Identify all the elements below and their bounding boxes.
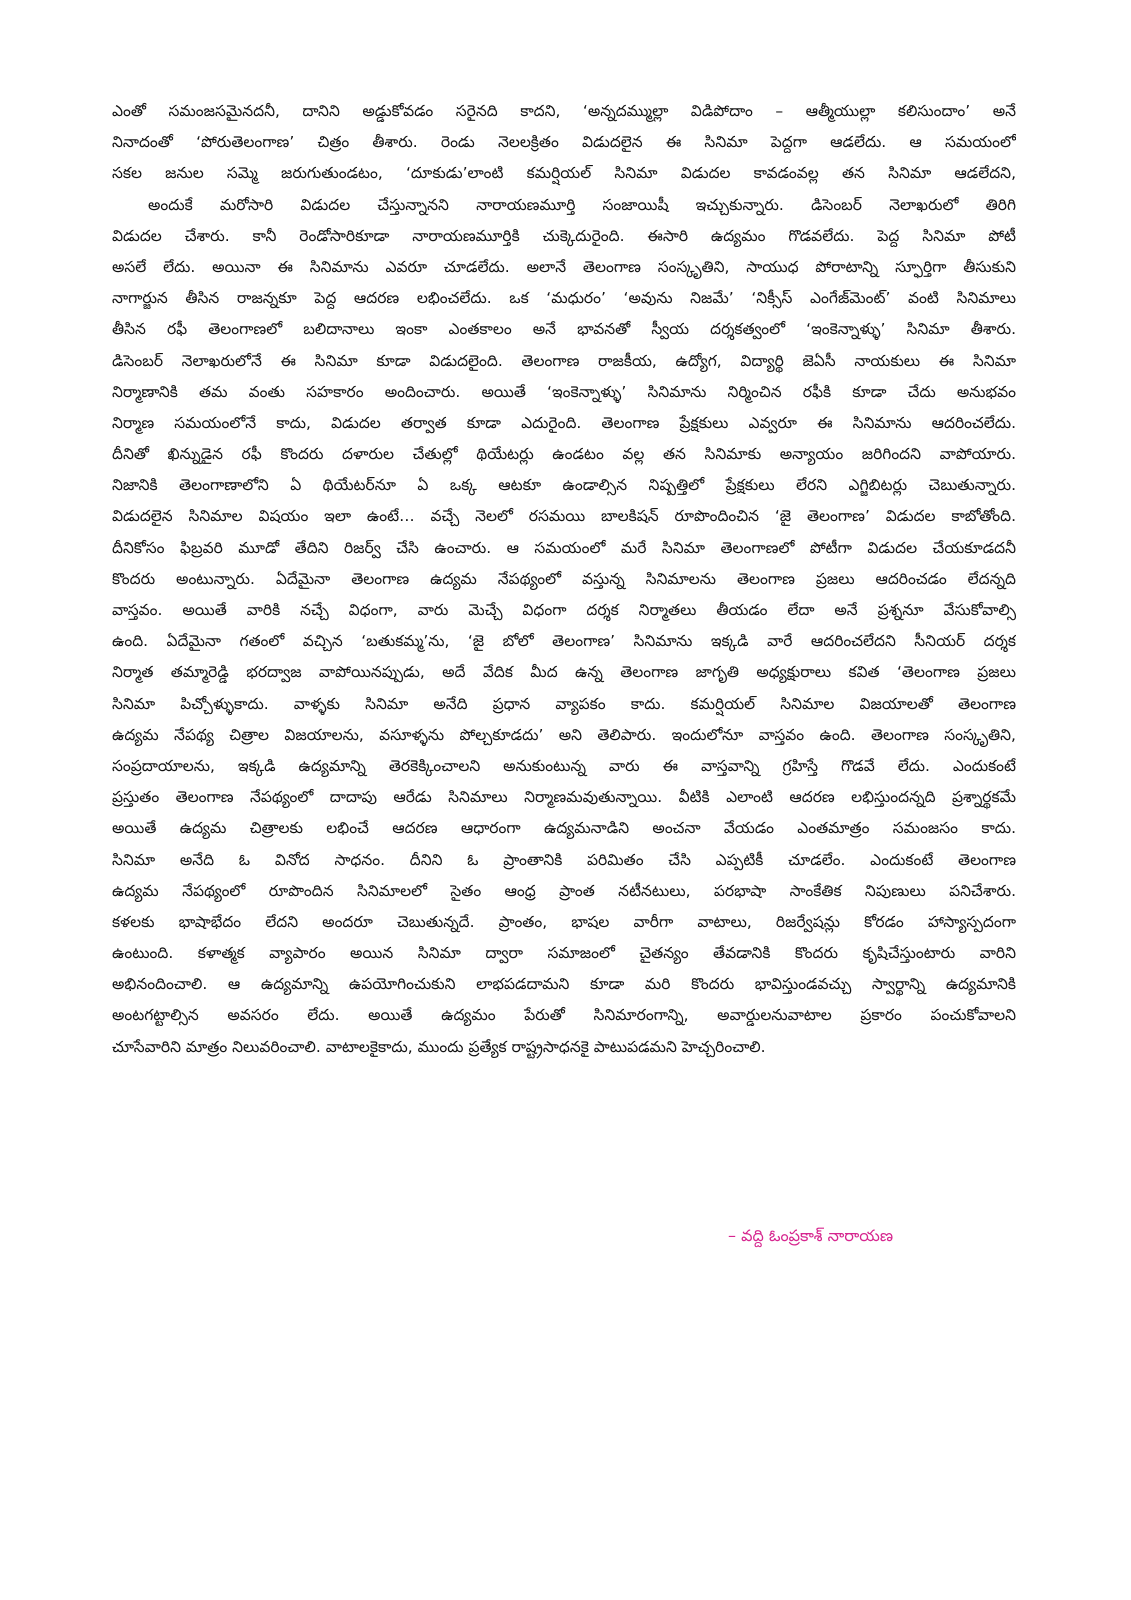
- article-line: నిర్మాణానికి తమ వంతు సహకారం అందించారు. అయితే ‘ఇంకెన్నాళ్ళు’ సినిమాను నిర్మించిన రఫీకి కూడా చేదు అనుభవం: [112, 382, 1016, 401]
- article-line: నిజానికి తెలంగాణాలోని ఏ థియేటర్‌నూ ఏ ఒక్క ఆటకూ ఉండాల్సిన నిష్పత్తిలో ప్రేక్షకులు లేరని ఎగ్జిబిటర్లు చెబుతున్నారు.: [112, 476, 1016, 495]
- article-line: సకల జనుల సమ్మె జరుగుతుండటం, ‘దూకుడు’లాంటి కమర్షియల్ సినిమా విడుదల కావడంవల్ల తన సినిమా ఆడలేదని,: [112, 164, 1016, 183]
- article-line: కొందరు అంటున్నారు. ఏదేమైనా తెలంగాణ ఉద్యమ నేపథ్యంలో వస్తున్న సినిమాలను తెలంగాణ ప్రజలు ఆదరించడం లేదన్నది: [112, 569, 1016, 588]
- article-line: అందుకే మరోసారి విడుదల చేస్తున్నానని నారాయణమూర్తి సంజాయిషీ ఇచ్చుకున్నారు. డిసెంబర్ నెలాఖరులో తిరిగి: [148, 195, 1016, 214]
- article-line: డిసెంబర్ నెలాఖరులోనే ఈ సినిమా కూడా విడుదలైంది. తెలంగాణ రాజకీయ, ఉద్యోగ, విద్యార్థి జెఏసీ నాయకులు ఈ సినిమా: [112, 351, 1016, 370]
- article-line: అయితే ఉద్యమ చిత్రాలకు లభించే ఆదరణ ఆధారంగా ఉద్యమనాడిని అంచనా వేయడం ఎంతమాత్రం సమంజసం కాదు.: [112, 819, 1016, 838]
- article-line: ఉద్యమ నేపథ్యంలో రూపొందిన సినిమాలలో సైతం ఆంధ్ర ప్రాంత నటీనటులు, పరభాషా సాంకేతిక నిపుణులు పనిచేశారు.: [112, 881, 1016, 900]
- article-line: అభినందించాలి. ఆ ఉద్యమాన్ని ఉపయోగించుకుని లాభపడదామని కూడా మరి కొందరు భావిస్తుండవచ్చు స్వార్థాన్ని ఉద్యమానికి: [112, 975, 1016, 994]
- article-line: సంప్రదాయాలను, ఇక్కడి ఉద్యమాన్ని తెరకెక్కించాలని అనుకుంటున్న వారు ఈ వాస్తవాన్ని గ్రహిస్తే గొడవే లేదు. ఎందుకంటే: [112, 756, 1016, 775]
- article-line: అంటగట్టాల్సిన అవసరం లేదు. అయితే ఉద్యమం పేరుతో సినిమారంగాన్ని, అవార్డులనువాటాల ప్రకారం పంచుకోవాలని: [112, 1006, 1016, 1025]
- article-line: ఉంటుంది. కళాత్మక వ్యాపారం అయిన సినిమా ద్వారా సమాజంలో చైతన్యం తేవడానికి కొందరు కృషిచేస్తుంటారు వారిని: [112, 944, 1016, 963]
- article-line: ఎంతో సమంజసమైనదనీ, దానిని అడ్డుకోవడం సరైనది కాదని, ‘అన్నదమ్ముల్లా విడిపోదాం – ఆత్మీయుల్లా కలిసుందాం’ అనే: [112, 102, 1016, 120]
- article-line: నిర్మాణ సమయంలోనే కాదు, విడుదల తర్వాత కూడా ఎదురైంది. తెలంగాణ ప్రేక్షకులు ఎవ్వరూ ఈ సినిమాను ఆదరించలేదు.: [112, 413, 1016, 432]
- article-line: నినాదంతో ‘పోరుతెలంగాణ’ చిత్రం తీశారు. రెండు నెలలక్రితం విడుదలైన ఈ సినిమా పెద్దగా ఆడలేదు. ఆ సమయంలో: [112, 133, 1016, 152]
- article-line: విడుదల చేశారు. కానీ రెండోసారికూడా నారాయణమూర్తికి చుక్కెదురైంది. ఈసారి ఉద్యమం గొడవలేదు. పెద్ద సినిమా పోటీ: [112, 226, 1016, 245]
- article-line: దీనితో ఖిన్నుడైన రఫీ కొందరు దళారుల చేతుల్లో థియేటర్లు ఉండటం వల్ల తన సినిమాకు అన్యాయం జరిగిందని వాపోయారు.: [112, 445, 1016, 464]
- article-line: అసలే లేదు. అయినా ఈ సినిమాను ఎవరూ చూడలేదు. అలానే తెలంగాణ సంస్కృతిని, సాయుధ పోరాటాన్ని స్ఫూర్తిగా తీసుకుని: [112, 257, 1016, 276]
- article-line: దీనికోసం ఫిబ్రవరి మూడో తేదిని రిజర్వ్ చేసి ఉంచారు. ఆ సమయంలో మరే సినిమా తెలంగాణలో పోటీగా విడుదల చేయకూడదనీ: [112, 538, 1016, 557]
- article-line: ప్రస్తుతం తెలంగాణ నేపథ్యంలో దాదాపు ఆరేడు సినిమాలు నిర్మాణమవుతున్నాయి. వీటికి ఎలాంటి ఆదరణ లభిస్తుందన్నది ప్రశ్నార్థకమే: [112, 788, 1016, 807]
- article-line: సినిమా అనేది ఓ వినోద సాధనం. దీనిని ఓ ప్రాంతానికి పరిమితం చేసి ఎప్పటికీ చూడలేం. ఎందుకంటే తెలంగాణ: [112, 850, 1016, 869]
- article-line: ఉంది. ఏదేమైనా గతంలో వచ్చిన ‘బతుకమ్మ’ను, ‘జై బోలో తెలంగాణ’ సినిమాను ఇక్కడి వారే ఆదరించలేదని సీనియర్ దర్శక: [112, 632, 1016, 651]
- author-signature: – వద్ది ఓంప్రకాశ్ నారాయణ: [728, 1226, 894, 1245]
- article-line: కళలకు భాషాభేదం లేదని అందరూ చెబుతున్నదే. ప్రాంతం, భాషల వారీగా వాటాలు, రిజర్వేషన్లు కోరడం హాస్యాస్పదంగా: [112, 912, 1016, 931]
- article-line: నాగార్జున తీసిన రాజన్నకూ పెద్ద ఆదరణ లభించలేదు. ఒక ‘మధురం’ ‘అవును నిజమే’ ‘నిక్సీస్ ఎంగేజ్‌మెంట్’ వంటి సినిమాలు: [112, 289, 1016, 308]
- article-line: సినిమా పిచ్చోళ్ళుకాదు. వాళ్ళకు సినిమా అనేది ప్రధాన వ్యాపకం కాదు. కమర్షియల్ సినిమాల విజయాలతో తెలంగాణ: [112, 694, 1016, 713]
- article-line: ఉద్యమ నేపథ్య చిత్రాల విజయాలను, వసూళ్ళను పోల్చకూడదు’ అని తెలిపారు. ఇందులోనూ వాస్తవం ఉంది. తెలంగాణ సంస్కృతిని,: [112, 725, 1016, 744]
- article-line-last: చూసేవారిని మాత్రం నిలువరించాలి. వాటాలకైకాదు, ముందు ప్రత్యేక రాష్ట్రసాధనకై పాటుపడమని హెచ్చరించాలి.: [112, 1037, 766, 1056]
- article-line: నిర్మాత తమ్మారెడ్డి భరద్వాజ వాపోయినప్పుడు, అదే వేదిక మీద ఉన్న తెలంగాణ జాగృతి అధ్యక్షురాలు కవిత ‘తెలంగాణ ప్రజలు: [112, 663, 1016, 682]
- article-line: విడుదలైన సినిమాల విషయం ఇలా ఉంటే… వచ్చే నెలలో రసమయి బాలకిషన్ రూపొందించిన ‘జై తెలంగాణ’ విడుదల కాబోతోంది.: [112, 507, 1016, 526]
- article-body: [112, 96, 1016, 1063]
- article-line: వాస్తవం. అయితే వారికి నచ్చే విధంగా, వారు మెచ్చే విధంగా దర్శక నిర్మాతలు తీయడం లేదా అనే ప్రశ్ననూ వేసుకోవాల్సి: [112, 601, 1016, 619]
- article-line: తీసిన రఫీ తెలంగాణలో బలిదానాలు ఇంకా ఎంతకాలం అనే భావనతో స్వీయ దర్శకత్వంలో ‘ఇంకెన్నాళ్ళు’ సినిమా తీశారు.: [112, 320, 1016, 339]
